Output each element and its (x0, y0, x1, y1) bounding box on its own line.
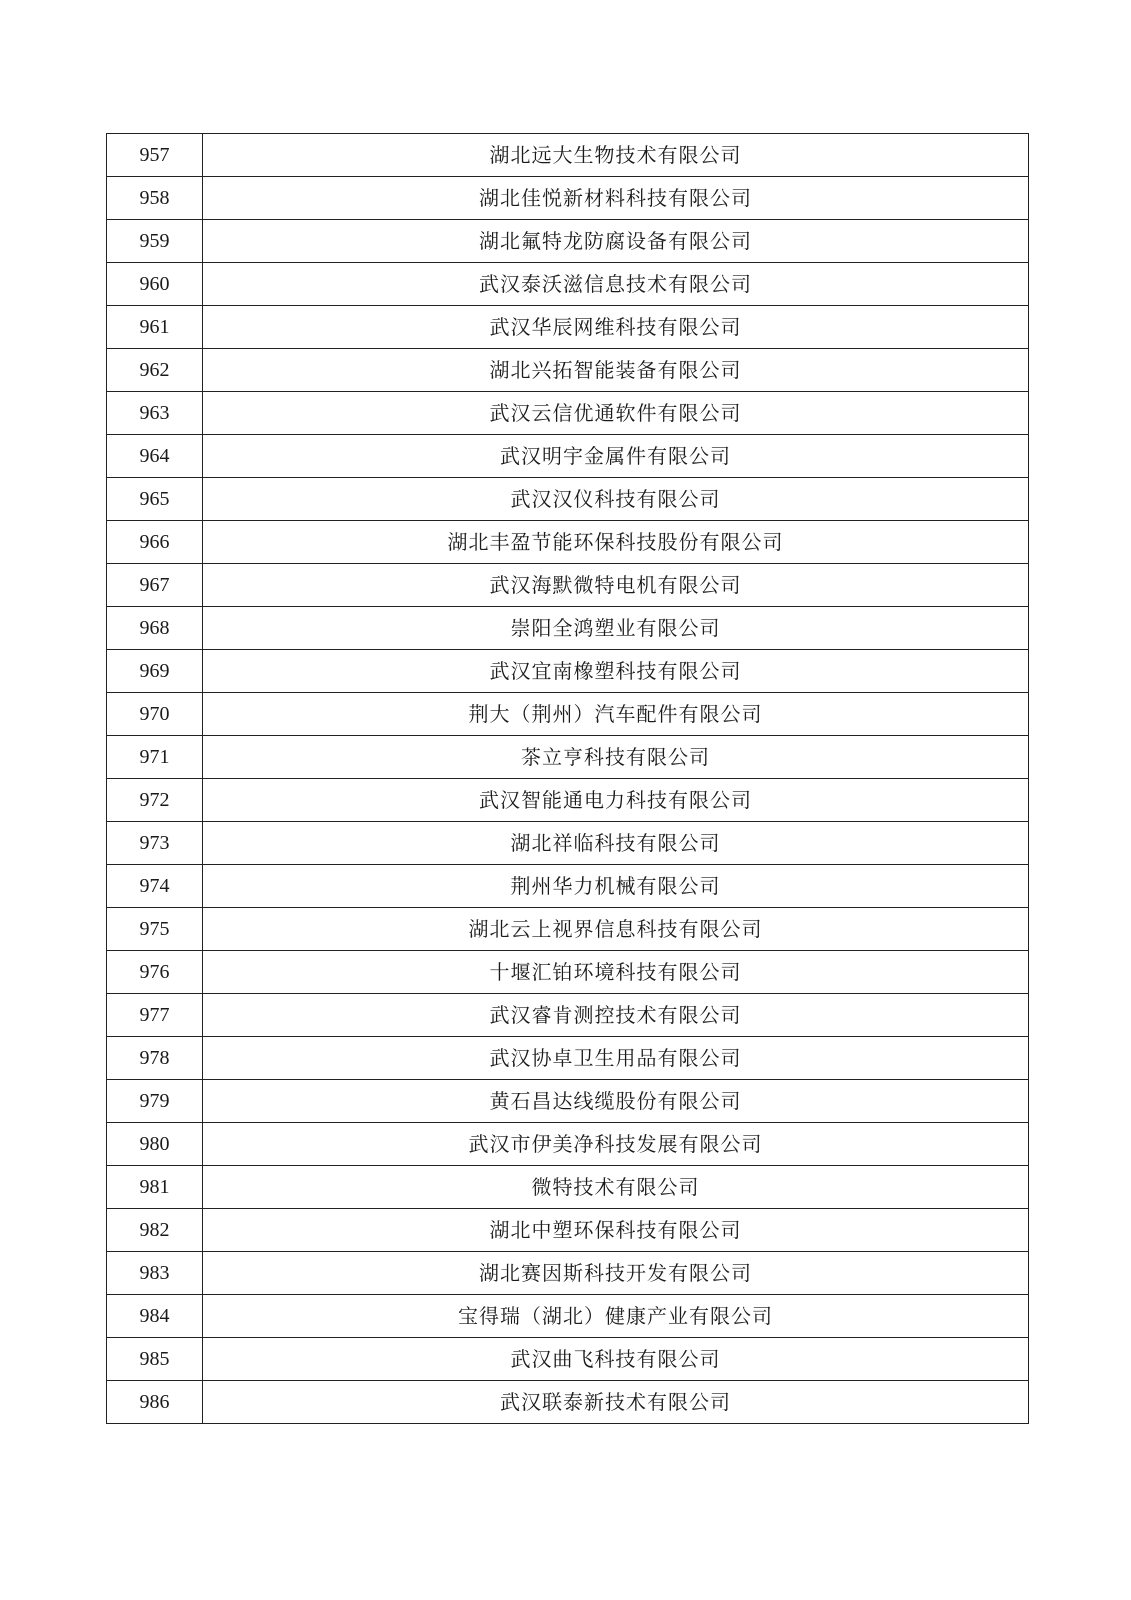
table-row (107, 349, 1029, 392)
company-name-cell: 湖北丰盈节能环保科技股份有限公司 (203, 521, 1029, 564)
company-name-cell: 武汉汉仪科技有限公司 (203, 478, 1029, 521)
table-row (107, 220, 1029, 263)
company-name-cell: 荆州华力机械有限公司 (203, 865, 1029, 908)
table-row (107, 994, 1029, 1037)
row-number-cell: 976 (107, 951, 203, 994)
company-name-cell: 微特技术有限公司 (203, 1166, 1029, 1209)
table-row (107, 736, 1029, 779)
row-number-cell: 972 (107, 779, 203, 822)
company-name-cell: 黄石昌达线缆股份有限公司 (203, 1080, 1029, 1123)
company-name-cell: 武汉睿肯测控技术有限公司 (203, 994, 1029, 1037)
row-number-cell: 980 (107, 1123, 203, 1166)
row-number-cell: 959 (107, 220, 203, 263)
table-row (107, 1381, 1029, 1424)
row-number-cell: 961 (107, 306, 203, 349)
table-row (107, 1338, 1029, 1381)
table-row (107, 1295, 1029, 1338)
row-number-cell: 986 (107, 1381, 203, 1424)
table-row (107, 908, 1029, 951)
company-name-cell: 武汉泰沃滋信息技术有限公司 (203, 263, 1029, 306)
table-row (107, 478, 1029, 521)
row-number-cell: 962 (107, 349, 203, 392)
row-number-cell: 983 (107, 1252, 203, 1295)
company-name-cell: 十堰汇铂环境科技有限公司 (203, 951, 1029, 994)
table-row (107, 306, 1029, 349)
row-number-cell: 971 (107, 736, 203, 779)
table-row (107, 1252, 1029, 1295)
company-name-cell: 武汉云信优通软件有限公司 (203, 392, 1029, 435)
row-number-cell: 968 (107, 607, 203, 650)
row-number-cell: 970 (107, 693, 203, 736)
company-name-cell: 湖北中塑环保科技有限公司 (203, 1209, 1029, 1252)
table-row (107, 564, 1029, 607)
row-number-cell: 978 (107, 1037, 203, 1080)
company-name-cell: 武汉华辰网维科技有限公司 (203, 306, 1029, 349)
table-row (107, 435, 1029, 478)
row-number-cell: 985 (107, 1338, 203, 1381)
company-name-cell: 武汉曲飞科技有限公司 (203, 1338, 1029, 1381)
row-number-cell: 967 (107, 564, 203, 607)
table-row (107, 779, 1029, 822)
row-number-cell: 979 (107, 1080, 203, 1123)
company-name-cell: 湖北云上视界信息科技有限公司 (203, 908, 1029, 951)
row-number-cell: 965 (107, 478, 203, 521)
table-row (107, 1123, 1029, 1166)
company-name-cell: 湖北氟特龙防腐设备有限公司 (203, 220, 1029, 263)
company-name-cell: 武汉海默微特电机有限公司 (203, 564, 1029, 607)
company-name-cell: 武汉联泰新技术有限公司 (203, 1381, 1029, 1424)
row-number-cell: 966 (107, 521, 203, 564)
row-number-cell: 957 (107, 134, 203, 177)
row-number-cell: 984 (107, 1295, 203, 1338)
row-number-cell: 973 (107, 822, 203, 865)
company-name-cell: 武汉明宇金属件有限公司 (203, 435, 1029, 478)
company-name-cell: 武汉宜南橡塑科技有限公司 (203, 650, 1029, 693)
company-name-cell: 茶立亨科技有限公司 (203, 736, 1029, 779)
company-name-cell: 武汉协卓卫生用品有限公司 (203, 1037, 1029, 1080)
table-row (107, 263, 1029, 306)
row-number-cell: 977 (107, 994, 203, 1037)
table-row (107, 822, 1029, 865)
row-number-cell: 975 (107, 908, 203, 951)
company-name-cell: 荆大（荆州）汽车配件有限公司 (203, 693, 1029, 736)
table-row (107, 1037, 1029, 1080)
company-name-cell: 湖北赛因斯科技开发有限公司 (203, 1252, 1029, 1295)
company-name-cell: 湖北佳悦新材料科技有限公司 (203, 177, 1029, 220)
row-number-cell: 958 (107, 177, 203, 220)
row-number-cell: 964 (107, 435, 203, 478)
row-number-cell: 963 (107, 392, 203, 435)
table-row (107, 650, 1029, 693)
company-name-cell: 武汉市伊美净科技发展有限公司 (203, 1123, 1029, 1166)
table-row (107, 1166, 1029, 1209)
company-name-cell: 湖北远大生物技术有限公司 (203, 134, 1029, 177)
row-number-cell: 981 (107, 1166, 203, 1209)
company-name-cell: 宝得瑞（湖北）健康产业有限公司 (203, 1295, 1029, 1338)
table-row (107, 177, 1029, 220)
table-row (107, 693, 1029, 736)
table-row (107, 392, 1029, 435)
row-number-cell: 974 (107, 865, 203, 908)
table-row (107, 951, 1029, 994)
table-row (107, 134, 1029, 177)
table-row (107, 607, 1029, 650)
table-row (107, 865, 1029, 908)
company-name-cell: 湖北兴拓智能装备有限公司 (203, 349, 1029, 392)
table-row (107, 1209, 1029, 1252)
row-number-cell: 969 (107, 650, 203, 693)
company-list-table (106, 133, 1029, 1424)
company-name-cell: 崇阳全鸿塑业有限公司 (203, 607, 1029, 650)
company-name-cell: 湖北祥临科技有限公司 (203, 822, 1029, 865)
table-row (107, 521, 1029, 564)
row-number-cell: 982 (107, 1209, 203, 1252)
company-list-body (107, 134, 1029, 1424)
row-number-cell: 960 (107, 263, 203, 306)
company-name-cell: 武汉智能通电力科技有限公司 (203, 779, 1029, 822)
table-row (107, 1080, 1029, 1123)
